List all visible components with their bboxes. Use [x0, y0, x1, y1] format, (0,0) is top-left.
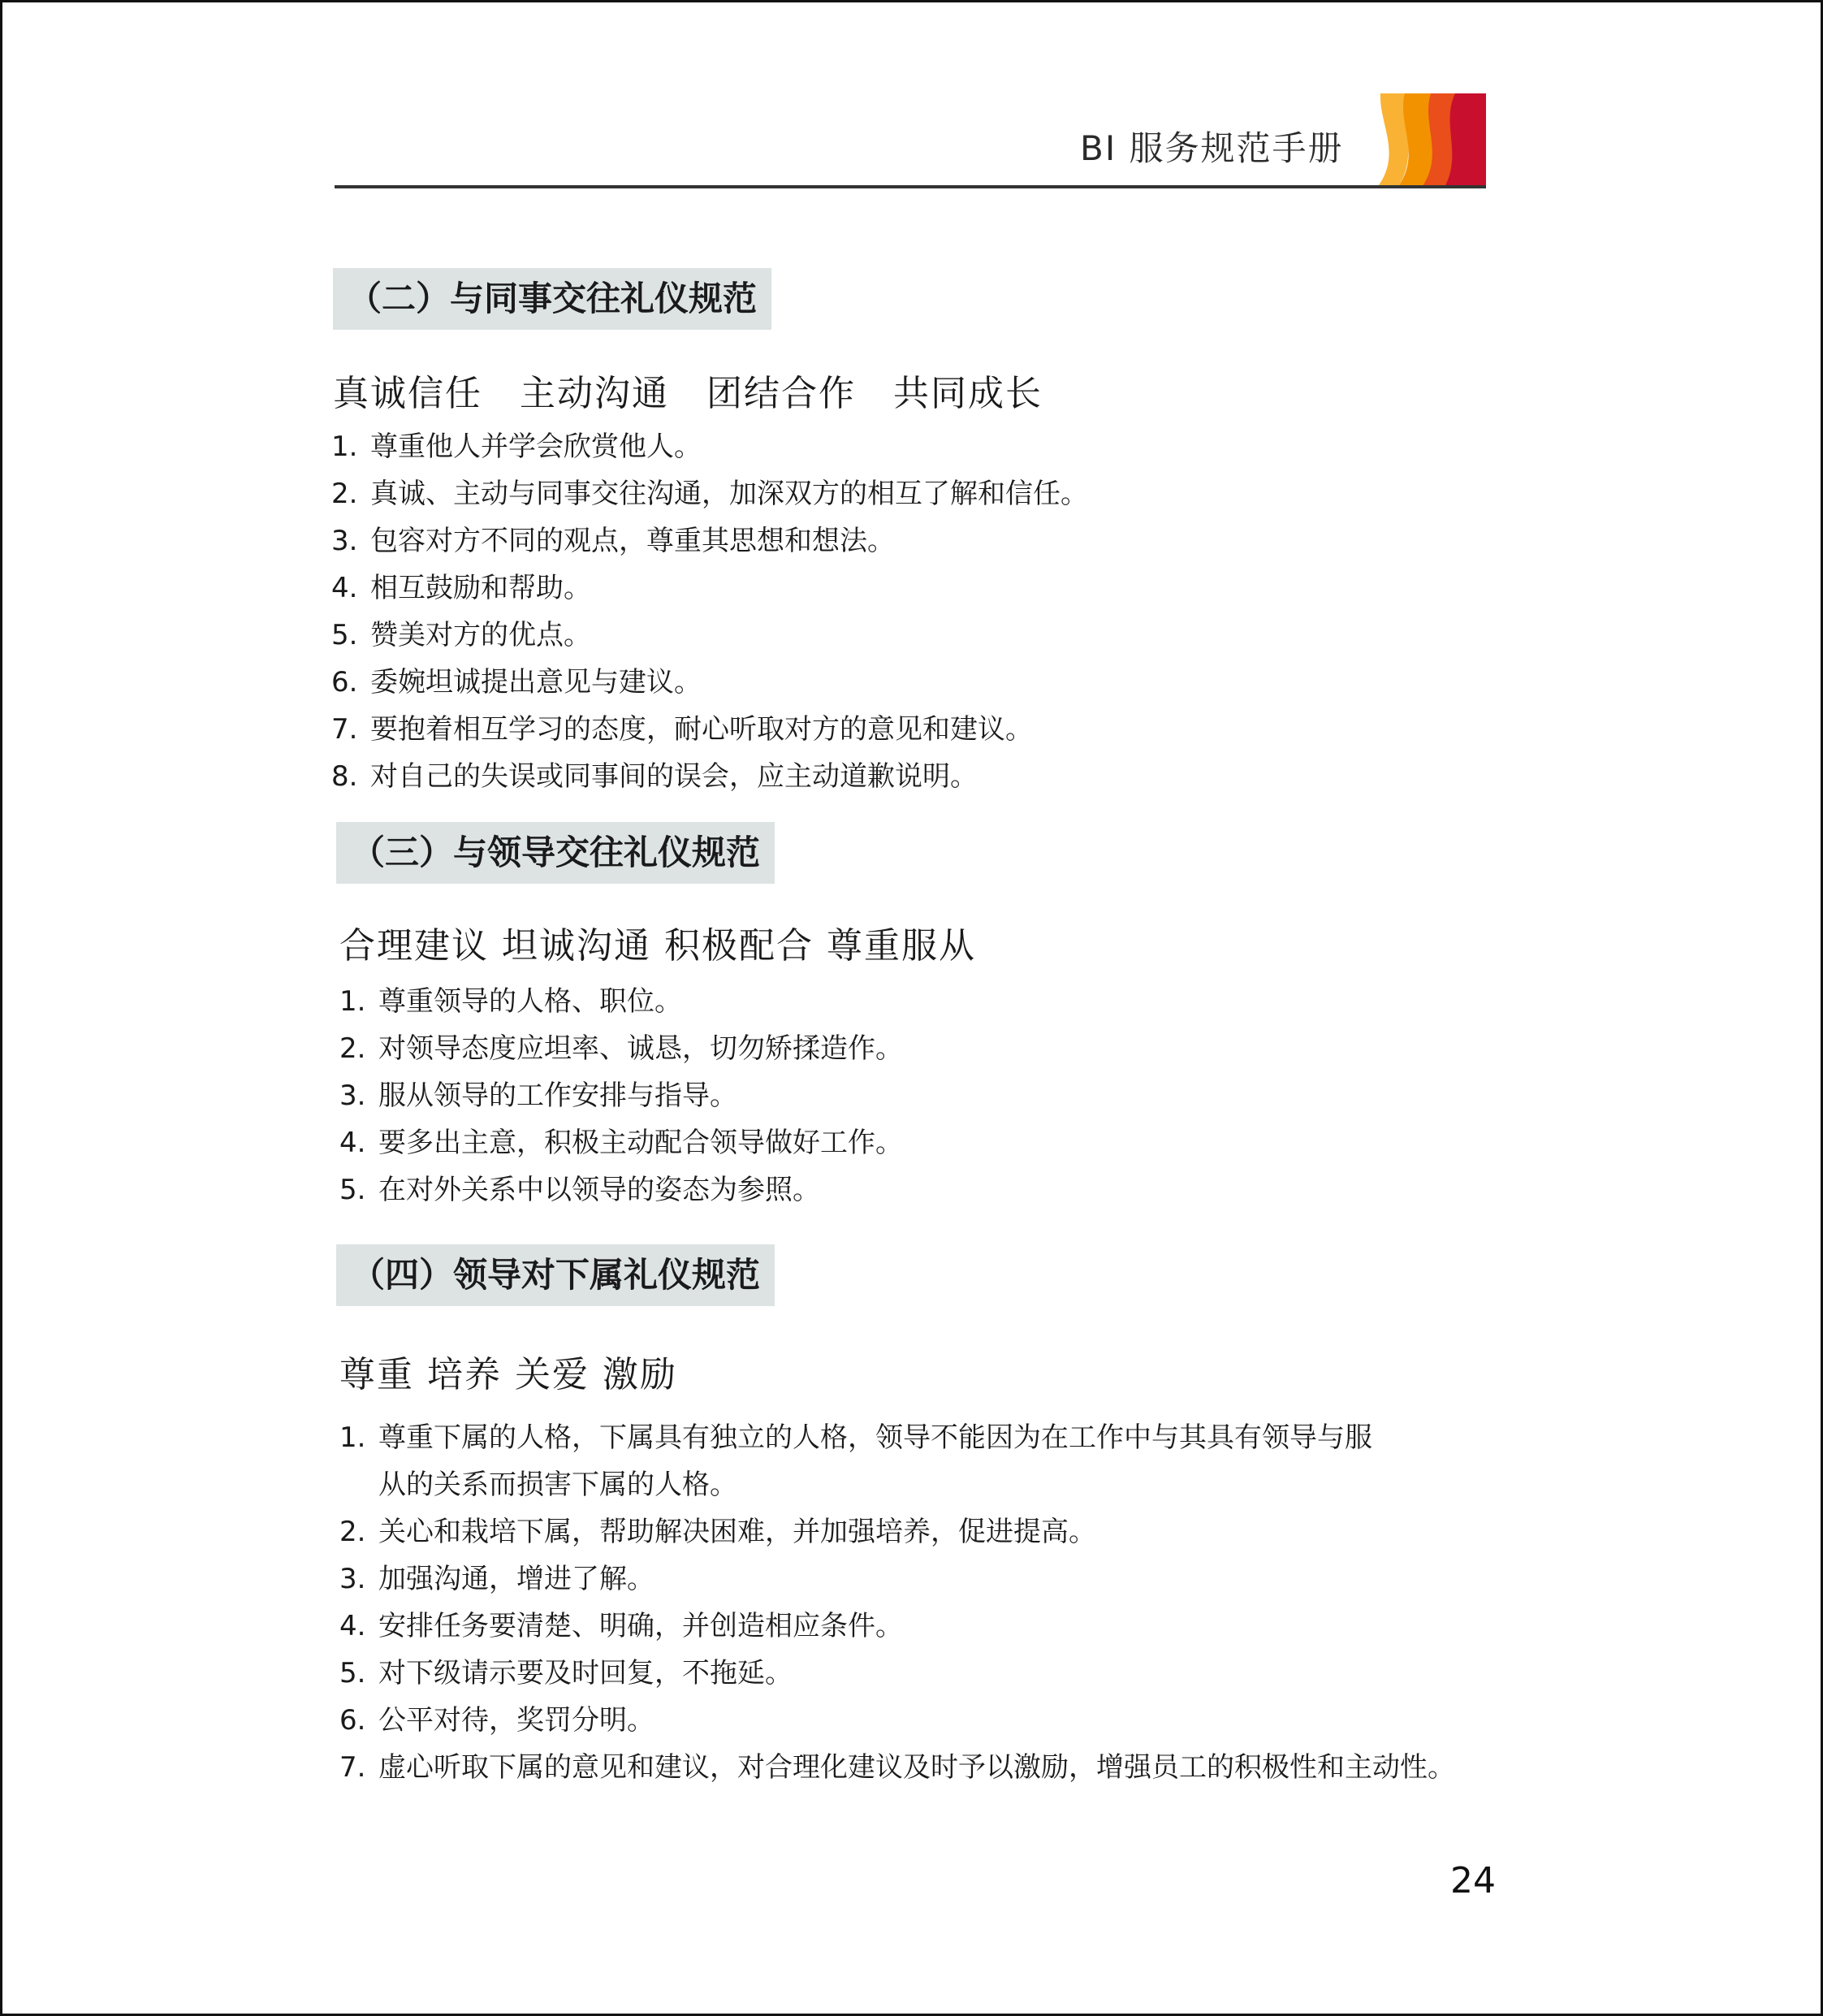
- list-item: 5. 对下级请示要及时回复，不拖延。: [339, 1657, 793, 1689]
- list-item: 5. 在对外关系中以领导的姿态为参照。: [339, 1174, 820, 1206]
- section-heading-colleagues: （二）与同事交往礼仪规范: [333, 268, 771, 330]
- list-item: 7. 虚心听取下属的意见和建议，对合理化建议及时予以激励，增强员工的积极性和主动性。: [339, 1751, 1455, 1784]
- list-item: 4. 安排任务要清楚、明确，并创造相应条件。: [339, 1610, 903, 1642]
- list-item: 1. 尊重下属的人格，下属具有独立的人格，领导不能因为在工作中与其具有领导与服: [339, 1421, 1372, 1454]
- header-title: BI 服务规范手册: [1080, 128, 1344, 168]
- list-item: 3. 服从领导的工作安排与指导。: [339, 1079, 737, 1112]
- list-item: 4. 要多出主意，积极主动配合领导做好工作。: [339, 1127, 903, 1159]
- page-number: 24: [1450, 1860, 1496, 1901]
- list-item: 8. 对自己的失误或同事间的误会，应主动道歉说明。: [331, 760, 978, 793]
- motto-subordinates: 尊重 培养 关爱 激励: [339, 1354, 677, 1395]
- list-item: 2. 真诚、主动与同事交往沟通，加深双方的相互了解和信任。: [331, 478, 1088, 510]
- motto-colleagues: 真诚信任 主动沟通 团结合作 共同成长: [333, 373, 1043, 414]
- brand-flame-logo: [1372, 93, 1486, 188]
- list-item: 6. 公平对待，奖罚分明。: [339, 1704, 654, 1737]
- list-item: 2. 关心和栽培下属，帮助解决困难，并加强培养，促进提高。: [339, 1516, 1096, 1548]
- list-item: 6. 委婉坦诚提出意见与建议。: [331, 666, 702, 699]
- motto-leaders: 合理建议 坦诚沟通 积极配合 尊重服从: [339, 925, 976, 967]
- list-item: 5. 赞美对方的优点。: [331, 619, 591, 651]
- list-item: 7. 要抱着相互学习的态度，耐心听取对方的意见和建议。: [331, 713, 1033, 746]
- list-item: 从的关系而损害下属的人格。: [378, 1469, 737, 1501]
- list-item: 1. 尊重领导的人格、职位。: [339, 985, 682, 1018]
- header-rule: [335, 185, 1486, 188]
- list-item: 3. 包容对方不同的观点，尊重其思想和想法。: [331, 525, 895, 557]
- list-item: 1. 尊重他人并学会欣赏他人。: [331, 430, 702, 463]
- section-heading-subordinates: （四）领导对下属礼仪规范: [336, 1244, 775, 1306]
- list-item: 3. 加强沟通，增进了解。: [339, 1563, 654, 1595]
- section-heading-leaders: （三）与领导交往礼仪规范: [336, 822, 775, 884]
- list-item: 2. 对领导态度应坦率、诚恳，切勿矫揉造作。: [339, 1032, 903, 1065]
- list-item: 4. 相互鼓励和帮助。: [331, 572, 591, 604]
